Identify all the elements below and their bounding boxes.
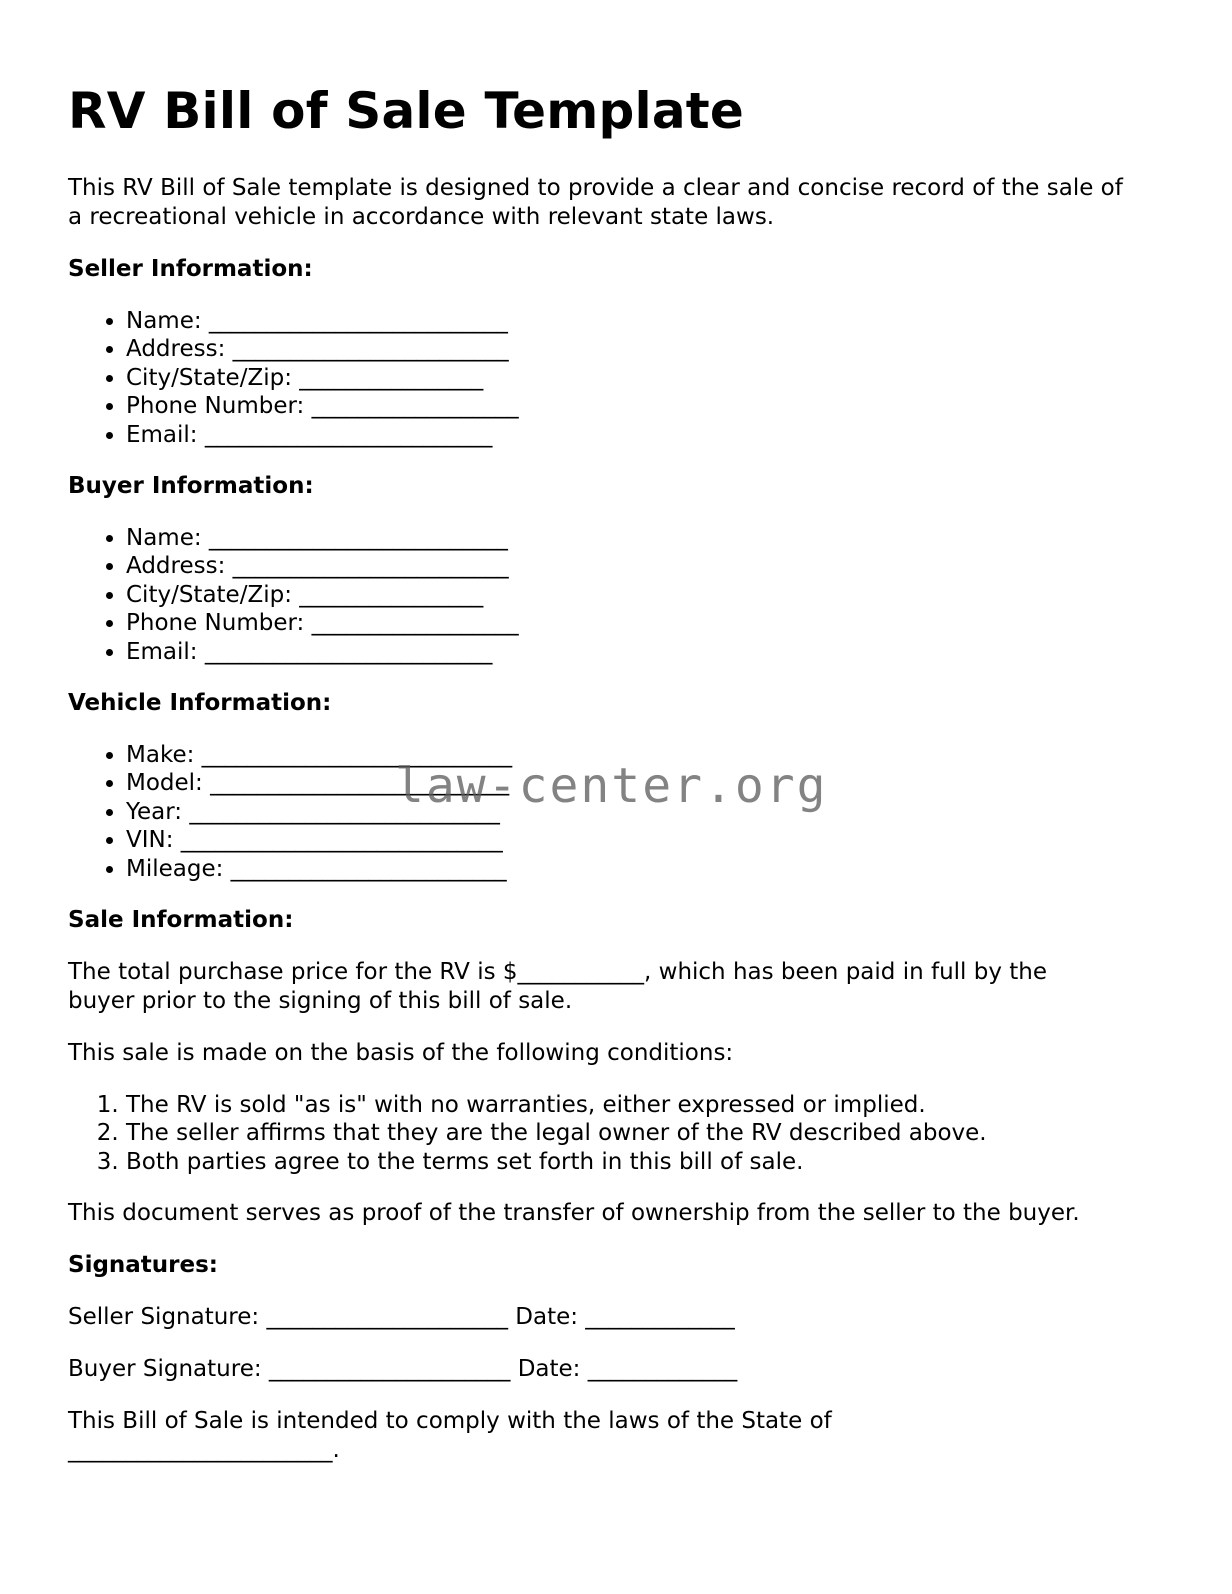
buyer-address-field: • Address: ________________________ bbox=[126, 552, 519, 580]
condition-item: 1. The RV is sold "as is" with no warranties, either expressed or implied. bbox=[126, 1091, 987, 1119]
page-title: RV Bill of Sale Template bbox=[68, 82, 745, 140]
seller-name-field: • Name: __________________________ bbox=[126, 307, 519, 335]
vehicle-model-field: • Model: __________________________ bbox=[126, 769, 512, 797]
condition-item: 3. Both parties agree to the terms set forth in this bill of sale. bbox=[126, 1148, 987, 1176]
seller-heading: Seller Information: bbox=[68, 256, 313, 282]
seller-signature-line: Seller Signature: _____________________ Date: _____________ bbox=[68, 1304, 735, 1330]
buyer-heading: Buyer Information: bbox=[68, 473, 314, 499]
seller-city-state-zip-field: • City/State/Zip: ________________ bbox=[126, 364, 519, 392]
condition-item: 2. The seller affirms that they are the legal owner of the RV described above. bbox=[126, 1119, 987, 1147]
closing-paragraph: This Bill of Sale is intended to comply with the laws of the State of _______________________. bbox=[68, 1408, 832, 1463]
watermark: law-center.org bbox=[395, 758, 828, 814]
buyer-name-field: • Name: __________________________ bbox=[126, 524, 519, 552]
vehicle-mileage-field: • Mileage: ________________________ bbox=[126, 855, 512, 883]
purchase-price-paragraph: The total purchase price for the RV is $___________, which has been paid in full by the buyer prior to the signing of this bill of sale. bbox=[68, 959, 1048, 1014]
vehicle-make-field: • Make: ___________________________ bbox=[126, 741, 512, 769]
ownership-proof-paragraph: This document serves as proof of the transfer of ownership from the seller to the buyer. bbox=[68, 1200, 1080, 1226]
buyer-signature-line: Buyer Signature: _____________________ Date: _____________ bbox=[68, 1356, 738, 1382]
vehicle-heading: Vehicle Information: bbox=[68, 690, 332, 716]
seller-email-field: • Email: _________________________ bbox=[126, 421, 519, 449]
intro-paragraph: This RV Bill of Sale template is designed to provide a clear and concise record of the sale of a recreational vehicle in accordance with relevant state laws. bbox=[68, 175, 1123, 230]
vehicle-vin-field: • VIN: ____________________________ bbox=[126, 826, 512, 854]
signatures-heading: Signatures: bbox=[68, 1252, 219, 1278]
conditions-intro: This sale is made on the basis of the following conditions: bbox=[68, 1040, 734, 1066]
seller-fields-list bbox=[68, 307, 519, 449]
buyer-fields-list bbox=[68, 524, 519, 666]
seller-phone-field: • Phone Number: __________________ bbox=[126, 392, 519, 420]
buyer-phone-field: • Phone Number: __________________ bbox=[126, 609, 519, 637]
buyer-email-field: • Email: _________________________ bbox=[126, 638, 519, 666]
sale-heading: Sale Information: bbox=[68, 907, 294, 933]
seller-address-field: • Address: ________________________ bbox=[126, 335, 519, 363]
vehicle-year-field: • Year: ___________________________ bbox=[126, 798, 512, 826]
conditions-list bbox=[68, 1091, 987, 1176]
buyer-city-state-zip-field: • City/State/Zip: ________________ bbox=[126, 581, 519, 609]
